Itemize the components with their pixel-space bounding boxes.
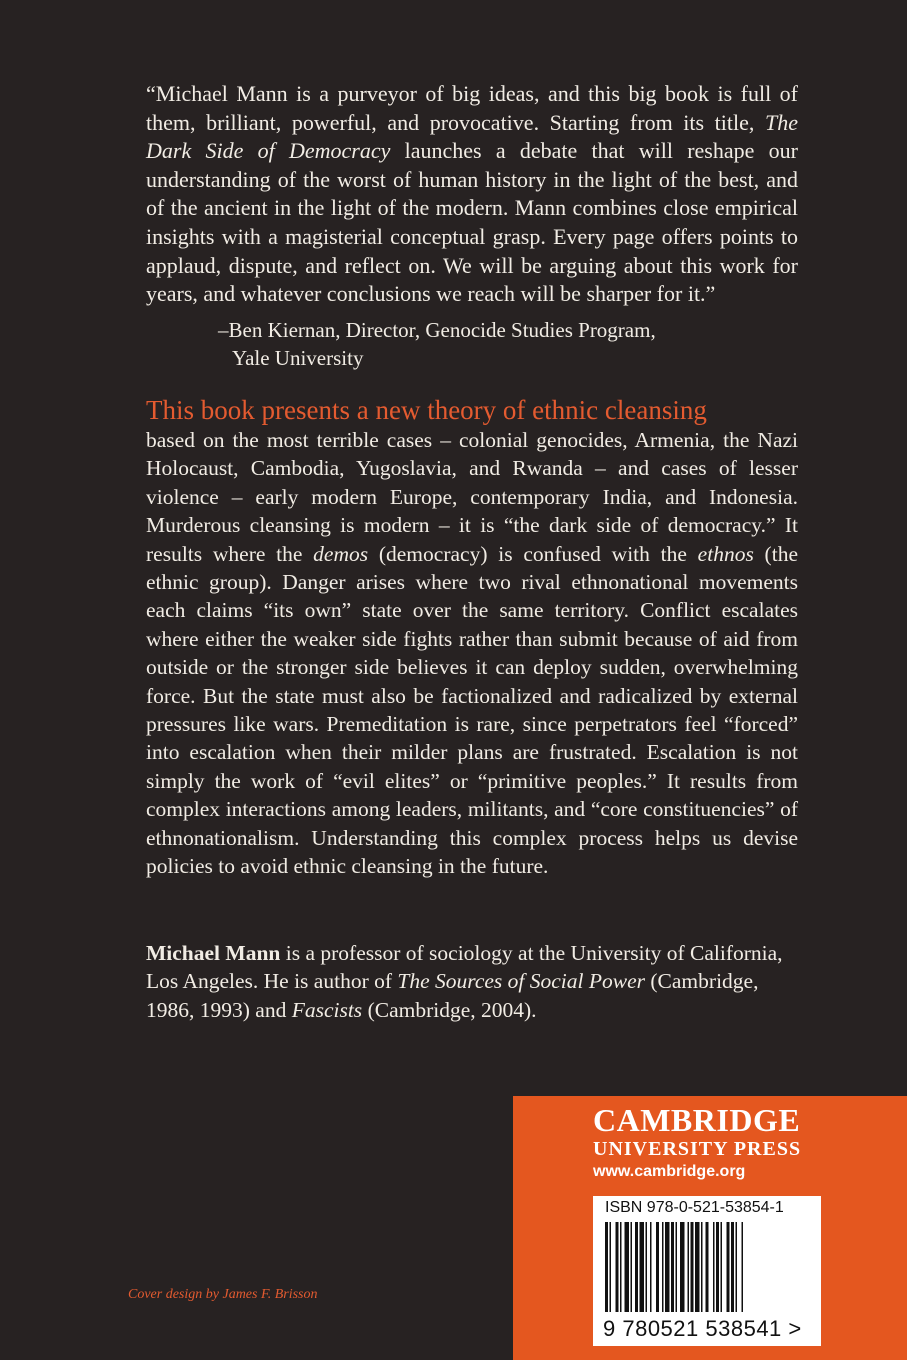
barcode-digits: 9 780521 538541 > [603,1316,802,1341]
barcode-icon [601,1222,813,1316]
barcode-box [593,1196,821,1346]
description-text-3: (the ethnic group). Danger arises where two rival ethnonational movements each claims “its own” state over the same territory. Conflict escalates where either the weaker side fights rather than submit because of aid from outside or the stronger side believes it can deploy sudden, overwhelming force. But the state must also be factionalized and radicalized by external pressures like wars. Premeditation is rare, since perpetrators feel “forced” into escalation when their milder plans are frustrated. Escalation is not simply the work of “evil elites” or “primitive peoples.” It results from complex interactions among leaders, militants, and “core constituencies” of ethnonationalism. Understanding this complex process helps us devise policies to avoid ethnic cleansing in the future. [146,541,798,879]
description-text-1: based on the most terrible cases – colonial genocides, Armenia, the Nazi Holocaust, Cambodia, Yugoslavia, and Rwanda – and cases of lesser violence – early modern Europe, contemporary India, and Indonesia. Murderous cleansing is modern – it is “the dark side of democracy.” It results where the [146,428,798,566]
attribution-line-1: –Ben Kiernan, Director, Genocide Studies Program, [218,318,656,342]
cover-design-credit: Cover design by James F. Brisson [128,1287,318,1302]
quote-book-title: The Dark Side of Democracy [146,109,798,164]
term-ethnos: ethnos [697,541,754,566]
attribution-line-2: Yale University [232,346,364,370]
author-name: Michael Mann [146,941,281,965]
bio-book-2: Fascists [291,997,363,1022]
description-lead: This book presents a new theory of ethnic cleansing [146,395,707,425]
quote-text-1: “Michael Mann is a purveyor of big ideas, and this big book is full of them, brilliant, powerful, and provocative. Starting from its title, [146,81,798,135]
term-demos: demos [313,541,369,566]
quote-text-2: launches a debate that will reshape our understanding of the worst of human history in the light of the best, and of the ancient in the light of the modern. Mann combines close empirical insights with a magisterial conceptual grasp. Every page offers points to applaud, dispute, and reflect on. We will be arguing about this work for years, and whatever conclusions we reach will be sharper for it.” [146,138,798,307]
review-quote [146,80,798,309]
book-description [146,426,798,881]
publisher-block [513,1096,907,1360]
publisher-name: CAMBRIDGE [593,1102,801,1138]
author-bio [146,939,798,1024]
quote-attribution [218,316,656,372]
publisher-subtitle: UNIVERSITY PRESS [593,1138,802,1160]
bio-text-2: (Cambridge, 1986, 1993) and [146,969,759,1022]
publisher-url: www.cambridge.org [593,1163,746,1180]
description-text-2: (democracy) is confused with the [368,541,698,566]
isbn-label: ISBN 978-0-521-53854-1 [605,1199,784,1216]
bio-book-1: The Sources of Social Power [397,969,646,994]
bio-text-1: is a professor of sociology at the University of California, Los Angeles. He is author of [146,941,783,994]
bio-text-3: (Cambridge, 2004). [362,997,537,1022]
